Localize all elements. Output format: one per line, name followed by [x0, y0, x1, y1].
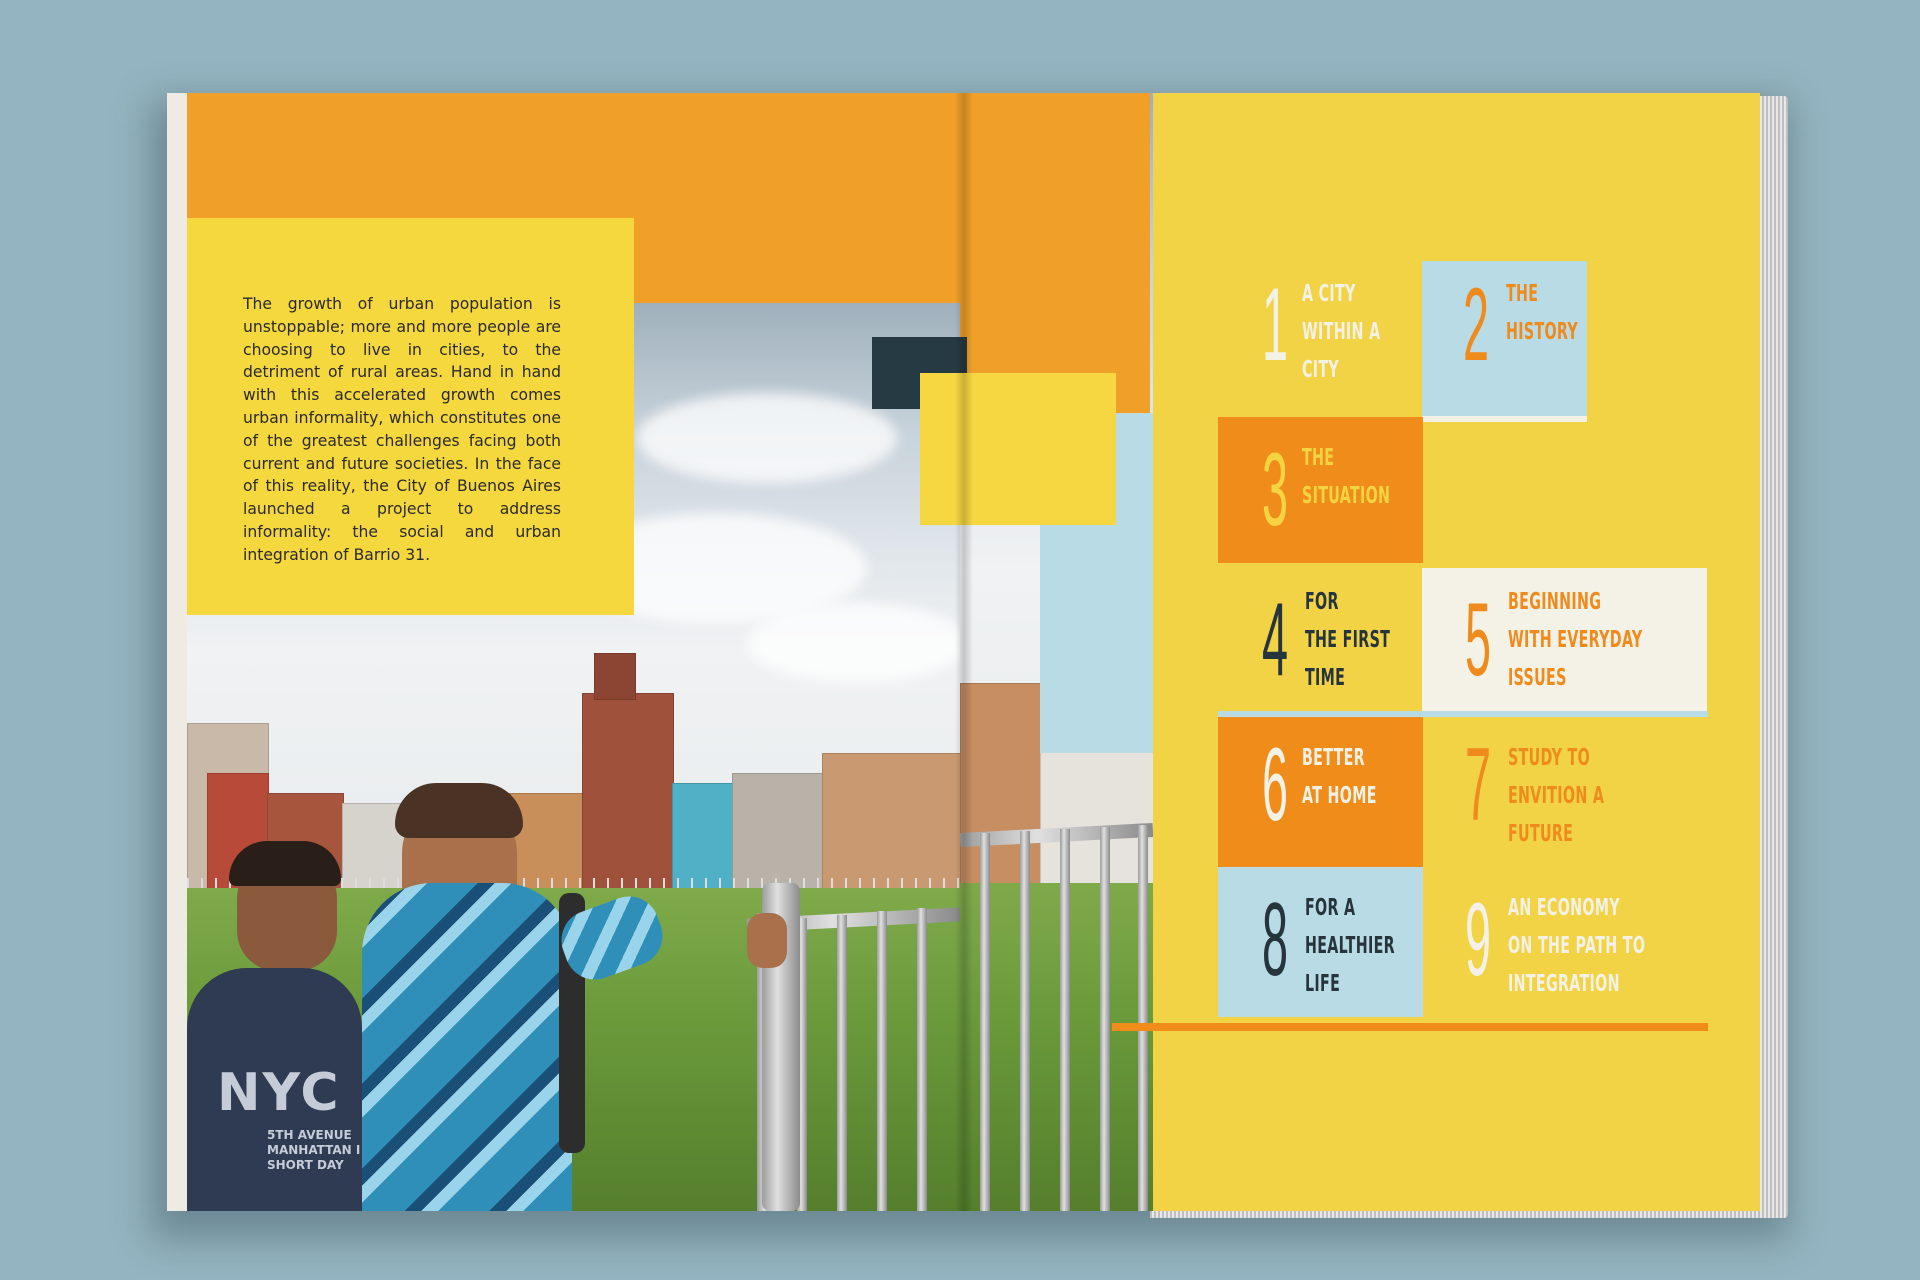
yellow-accent-block	[920, 373, 1116, 525]
railing-bar	[1060, 829, 1070, 1211]
toc-number-5[interactable]: 5	[1465, 582, 1492, 698]
orange-header-block	[960, 93, 1150, 413]
railing-bar	[980, 833, 990, 1211]
sweatshirt-print-small	[267, 1128, 360, 1173]
railing-bar	[1138, 825, 1148, 1211]
toc-title-line: FOR	[1305, 589, 1339, 615]
boy-right-hair	[395, 783, 523, 838]
toc-title-6[interactable]	[1302, 739, 1377, 815]
toc-number-2[interactable]: 2	[1463, 267, 1490, 383]
sweatshirt-line: SHORT DAY	[267, 1158, 344, 1172]
railing-bar	[877, 911, 887, 1211]
toc-title-line: THE	[1302, 445, 1335, 471]
intro-text-box	[187, 218, 634, 615]
toc-title-line: WITH EVERYDAY	[1508, 627, 1643, 653]
railing-bar	[837, 915, 847, 1211]
toc-number-8[interactable]: 8	[1262, 882, 1289, 998]
toc-title-3[interactable]	[1302, 439, 1390, 515]
toc-title-2[interactable]	[1506, 275, 1578, 351]
toc-title-4[interactable]	[1305, 583, 1390, 697]
building-tower-top	[594, 653, 636, 700]
toc-title-line: INTEGRATION	[1508, 971, 1620, 997]
right-page	[960, 93, 1760, 1211]
toc-title-5[interactable]	[1508, 583, 1643, 697]
toc-title-line: STUDY TO	[1508, 745, 1591, 771]
railing-bar	[1100, 827, 1110, 1211]
toc-title-line: HISTORY	[1506, 319, 1579, 345]
boy-right-jacket	[362, 883, 572, 1211]
cloud	[637, 393, 897, 483]
toc-title-line: BEGINNING	[1508, 589, 1602, 615]
sweatshirt-print-big: NYC	[217, 1063, 341, 1123]
toc-title-line: BETTER	[1302, 745, 1365, 771]
toc-title-line: ON THE PATH TO	[1508, 933, 1646, 959]
toc-bottom-rule	[1112, 1023, 1708, 1031]
intro-paragraph: The growth of urban population is unstoppable; more and more people are choosing to live in cities, to the detriment of rural areas. Hand in hand with this accelerated growth comes urban informality, which constitutes one of the greatest challenges facing both current and future societies. In the face of this reality, the City of Buenos Aires launched a project to address informality: the social and urban integration of Barrio 31.	[243, 295, 561, 564]
toc-title-line: ENVITION A	[1508, 783, 1605, 809]
toc-title-7[interactable]	[1508, 739, 1604, 853]
toc-title-line: FOR A	[1305, 895, 1356, 921]
toc-title-line: WITHIN A	[1302, 319, 1381, 345]
toc-title-9[interactable]	[1508, 889, 1645, 1003]
toc-title-line: SITUATION	[1302, 483, 1391, 509]
left-page-margin	[167, 93, 187, 1211]
toc-tile-2-underline	[1422, 416, 1587, 422]
railing-bar	[917, 908, 927, 1211]
toc-title-line: TIME	[1305, 665, 1346, 691]
toc-title-line: ISSUES	[1508, 665, 1567, 691]
toc-number-9[interactable]: 9	[1465, 882, 1492, 998]
toc-number-6[interactable]: 6	[1262, 727, 1289, 843]
toc-title-line: AT HOME	[1302, 783, 1377, 809]
toc-number-1[interactable]: 1	[1262, 267, 1289, 383]
toc-number-3[interactable]: 3	[1262, 432, 1289, 548]
toc-number-4[interactable]: 4	[1262, 582, 1289, 698]
boy-left-hoodie	[187, 968, 362, 1211]
boy-right-hand	[747, 913, 787, 968]
toc-title-line: LIFE	[1305, 971, 1341, 997]
toc-title-line: HEALTHIER	[1305, 933, 1395, 959]
left-page	[167, 93, 960, 1211]
toc-title-line: FUTURE	[1508, 821, 1574, 847]
photo-continuation	[960, 93, 1153, 1211]
toc-title-line: AN ECONOMY	[1508, 895, 1620, 921]
toc-title-1[interactable]	[1302, 275, 1380, 389]
spine-fold	[955, 93, 973, 1211]
toc-title-line: A CITY	[1302, 281, 1356, 307]
toc-title-line: THE FIRST	[1305, 627, 1391, 653]
boy-left-hair	[229, 841, 341, 886]
sweatshirt-line: 5TH AVENUE	[267, 1128, 352, 1142]
toc-title-8[interactable]	[1305, 889, 1395, 1003]
railing-bar	[1020, 831, 1030, 1211]
toc-title-line: THE	[1506, 281, 1539, 307]
cloud	[747, 603, 960, 683]
toc-number-7[interactable]: 7	[1465, 727, 1492, 843]
toc-title-line: CITY	[1302, 357, 1340, 383]
sweatshirt-line: MANHATTAN I	[267, 1143, 361, 1157]
